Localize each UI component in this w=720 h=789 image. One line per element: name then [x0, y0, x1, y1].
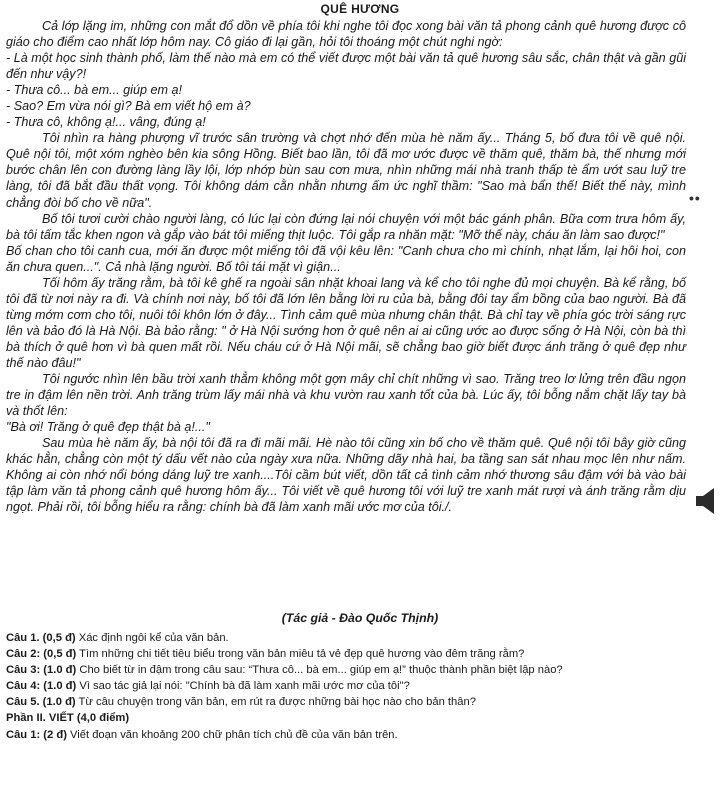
question-label: Câu 4: (1.0 đ) — [6, 680, 77, 693]
story-paragraph: - Là một học sinh thành phố, làm thế nào mà em có thể viết được một bài văn tả quê hương sâu sắc, chân thật và gần gũi đến như vậy?! — [6, 51, 686, 82]
story-paragraph: Bố tôi tươi cười chào người làng, có lúc lại còn đứng lại nói chuyện với một bác gánh phân. Bữa cơm trưa hôm ấy, bà tôi tấm tắc khen ngon và gắp vào bát tôi miếng thịt luộc. Tôi gắp ra nhăn mặt: "Mỡ thế này, cháu ăn làm sao được!" — [6, 211, 686, 242]
speaker-icon-graphic — [694, 486, 720, 516]
question-text: Từ câu chuyện trong văn bản, em rút ra được những bài học nào cho bản thân? — [75, 696, 476, 709]
document-title: QUÊ HƯƠNG — [320, 2, 400, 16]
question-text: Xác định ngôi kể của văn bản. — [75, 632, 229, 644]
question-label: Câu 1: (2 đ) — [6, 728, 67, 741]
story-paragraph: "Bà ơi! Trăng ở quê đẹp thật bà ạ!..." — [6, 420, 210, 435]
question-label: Câu 5. (1.0 đ) — [6, 696, 76, 709]
part-2-heading: Phần II. VIẾT (4,0 điểm) — [6, 712, 130, 725]
story-paragraph: Tôi ngước nhìn lên bầu trời xanh thẳm không một gợn mây chỉ chít những vì sao. Trăng treo lơ lửng trên đầu ngọn tre in đậm lên nền trời. Anh trăng trùm lấy mái nhà và khu vườn rau xanh tốt của bà. Lúc ấy, tôi bỗng nắm chặt lấy tay bà và thốt lên: — [6, 372, 686, 419]
story-paragraph: Cả lớp lặng im, những con mắt đổ dồn về phía tôi khi nghe tôi đọc xong bài văn tả phong cảnh quê hương được cô giáo cho điểm cao nhất lớp hôm nay. Cô giáo đi lại gần, hỏi tôi thoáng một chút nghi ngờ: — [6, 19, 686, 50]
question-text: Viết đoạn văn khoảng 200 chữ phân tích chủ đề của văn bản trên. — [66, 728, 398, 741]
question-item — [6, 662, 686, 678]
story-paragraph: - Sao? Em vừa nói gì? Bà em viết hộ em à? — [6, 99, 251, 114]
question-list — [6, 630, 686, 743]
question-item — [6, 678, 686, 694]
story-text — [6, 18, 686, 515]
question-item — [6, 646, 686, 662]
question-label: Câu 3: (1.0 đ) — [6, 664, 77, 677]
question-item — [6, 694, 686, 710]
story-paragraph: Tối hôm ấy trăng rằm, bà tôi kê ghế ra ngoài sân nhặt khoai lang và kể cho tôi nghe đủ mọi chuyện. Bà kể rằng, bố tôi đã từ nơi này ra đi. Và chính nơi này, bố tôi đã lớn lên bằng lời ru của bà, bằng đôi tay ẩm bồng của bao người. Bà đã từng mớm cơm cho tôi, nuôi tôi khôn lớn ở đây... Tình cảm quê mùa nhưng chân thật. Bà chỉ tay về phía góc trời sáng rực lên và bảo đó là Hà Nội. Bà bảo rằng: " ở Hà Nội sướng hơn ở quê nên ai ai cũng ước ao được sống ở Hà Nội, còn bà thì bà thích ở quê hơn vì bà quen mất rồi. Nếu cháu cứ ở Hà Nội mãi, sẽ chẳng bao giờ biết được ánh trăng ở quê đẹp như thế nào đâu!" — [6, 275, 686, 370]
story-paragraph: Bố chan cho tôi canh cua, mới ăn được một miếng tôi đã vội kêu lên: "Canh chưa cho mì chính, nhạt lắm, lại hôi hoi, con ăn chưa quen...". Cả nhà lặng người. Bố tôi tái mặt vì giận... — [6, 243, 686, 274]
question-item — [6, 630, 686, 646]
story-paragraph: Tôi nhìn ra hàng phượng vĩ trước sân trường và chợt nhớ đến mùa hè năm ấy... Tháng 5, bố đưa tôi về quê nội. Quê nội tôi, một xóm nghèo bên kia sông Hồng. Biết bao lần, tôi đã mơ ước được về thăm quê, thăm bà, thế nhưng mới bước chân lên con đường làng lầy lội, lớp nhớp bùn sau cơn mưa, nhìn những mái nhà tranh thấp tè ẩm ướt sau luỹ tre làng, tôi đã bắt đầu thất vọng. Tôi không dám cằn nhằn nhưng ấm ức nghĩ thầm: "Sao mà bẩn thế! Biết thế này, mình chẳng đòi bố cho về nữa". — [6, 131, 686, 210]
question-label: Câu 1. (0,5 đ) — [6, 632, 76, 644]
story-paragraph: - Thưa cô, không ạ!... vâng, đúng ạ! — [6, 115, 206, 130]
question-item — [6, 727, 686, 743]
question-label: Câu 2: (0,5 đ) — [6, 648, 77, 661]
author-credit: (Tác giả - Đào Quốc Thịnh) — [281, 611, 439, 625]
question-text: Cho biết từ in đậm trong câu sau: “Thưa cô... bà em... giúp em ạ!” thuộc thành phần biệt lập nào? — [76, 664, 563, 677]
speaker-icon[interactable] — [694, 486, 720, 516]
story-paragraph: Sau mùa hè năm ấy, bà nội tôi đã ra đi mãi mãi. Hè nào tôi cũng xin bố cho về thăm quê. Quê nội tôi bây giờ cũng khác hẳn, chẳng còn một tý dấu vết nào của ngày xưa nữa. Những dãy nhà hai, ba tầng san sát nhau mọc lên như nấm. Không ai còn nhớ nổi bóng dáng luỹ tre xanh....Tôi cầm bút viết, dồn tất cả tình cảm nhớ thương sâu đậm với bà vào bài tập làm văn tả phong cảnh quê hương hôm ấy... Tôi viết về quê hương tôi với luỹ tre xanh mát rượi và ánh trăng rằm dịu ngọt. Phải rồi, tôi bỗng hiểu ra rằng: chính bà đã làm xanh mãi ước mơ của tôi./. — [6, 436, 686, 515]
more-options-dots[interactable]: •• — [689, 190, 701, 206]
question-text: Vì sao tác giả lại nói: "Chính bà đã làm xanh mãi ước mơ của tôi"? — [76, 680, 410, 693]
story-paragraph: - Thưa cô... bà em... giúp em ạ! — [6, 83, 182, 98]
question-text: Tìm những chi tiết tiêu biểu trong văn bản miêu tả vẻ đẹp quê hương vào đêm trăng rằm? — [76, 648, 525, 661]
